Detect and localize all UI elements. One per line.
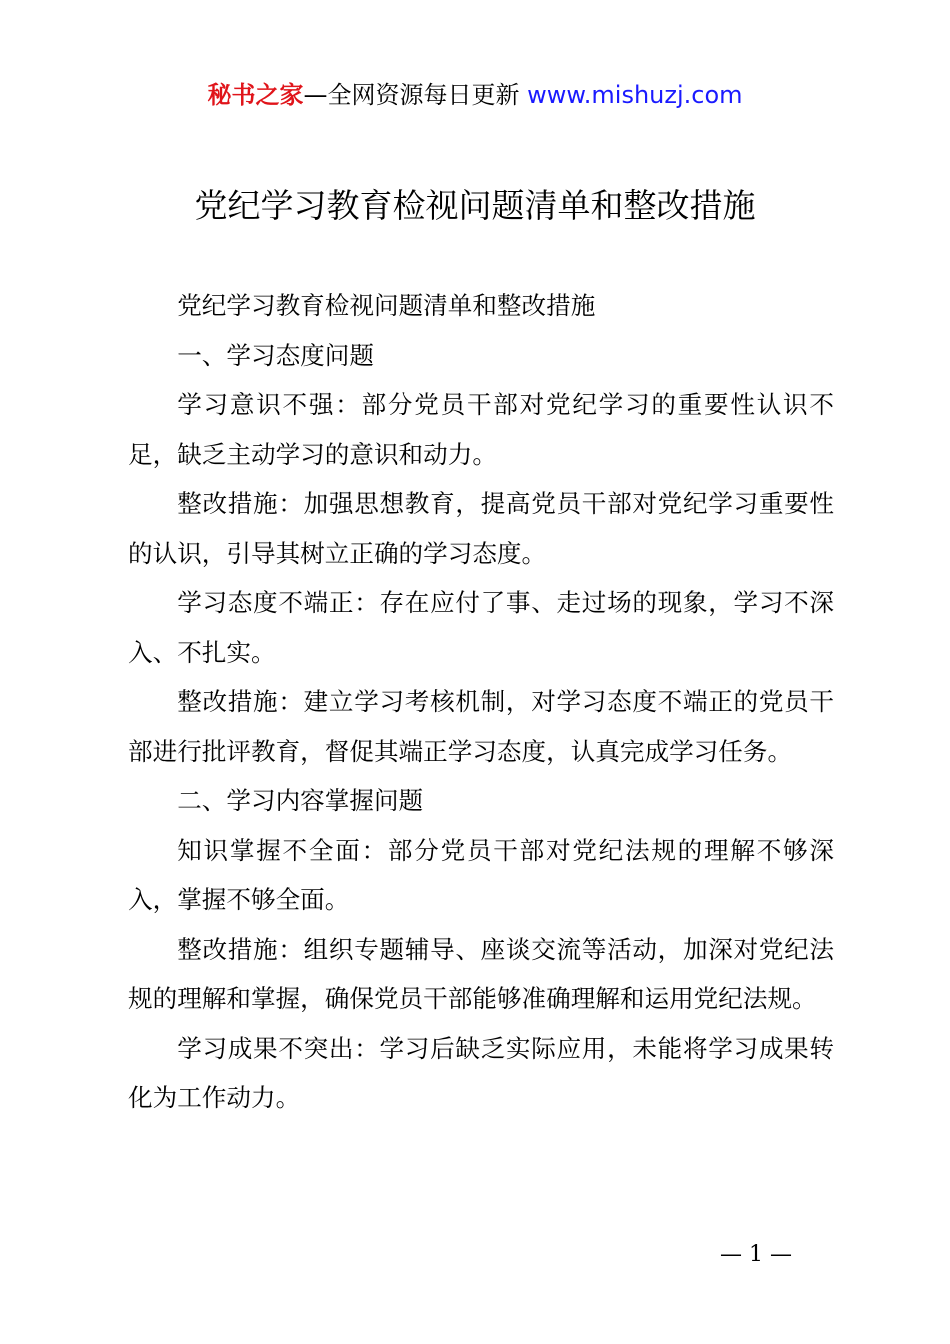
document-body <box>128 281 834 1123</box>
paragraph-problem: 知识掌握不全面：部分党员干部对党纪法规的理解不够深入，掌握不够全面。 <box>128 835 834 914</box>
section-heading-1: 一、学习态度问题 <box>177 340 374 370</box>
paragraph-problem: 学习态度不端正：存在应付了事、走过场的现象，学习不深入、不扎实。 <box>128 588 834 667</box>
site-tagline: —全网资源每日更新 <box>303 81 520 109</box>
site-brand: 秘书之家 <box>207 81 304 109</box>
paragraph-problem: 学习意识不强：部分党员干部对党纪学习的重要性认识不足，缺乏主动学习的意识和动力。 <box>128 390 834 469</box>
page-number: — 1 — <box>720 1242 792 1267</box>
paragraph-measure: 整改措施：组织专题辅导、座谈交流等活动，加深对党纪法规的理解和掌握，确保党员干部能够准确理解和运用党纪法规。 <box>128 934 834 1013</box>
section-heading-2: 二、学习内容掌握问题 <box>177 786 424 815</box>
document-title: 党纪学习教育检视问题清单和整改措施 <box>194 186 756 225</box>
site-url-link[interactable]: www.mishuzj.com <box>527 81 743 109</box>
paragraph-subtitle: 党纪学习教育检视问题清单和整改措施 <box>177 291 596 320</box>
site-header <box>0 78 950 112</box>
paragraph-problem: 学习成果不突出：学习后缺乏实际应用，未能将学习成果转化为工作动力。 <box>128 1033 834 1112</box>
paragraph-measure: 整改措施：建立学习考核机制，对学习态度不端正的党员干部进行批评教育，督促其端正学习态度，认真完成学习任务。 <box>128 687 834 766</box>
paragraph-measure: 整改措施：加强思想教育，提高党员干部对党纪学习重要性的认识，引导其树立正确的学习态度。 <box>128 489 834 568</box>
